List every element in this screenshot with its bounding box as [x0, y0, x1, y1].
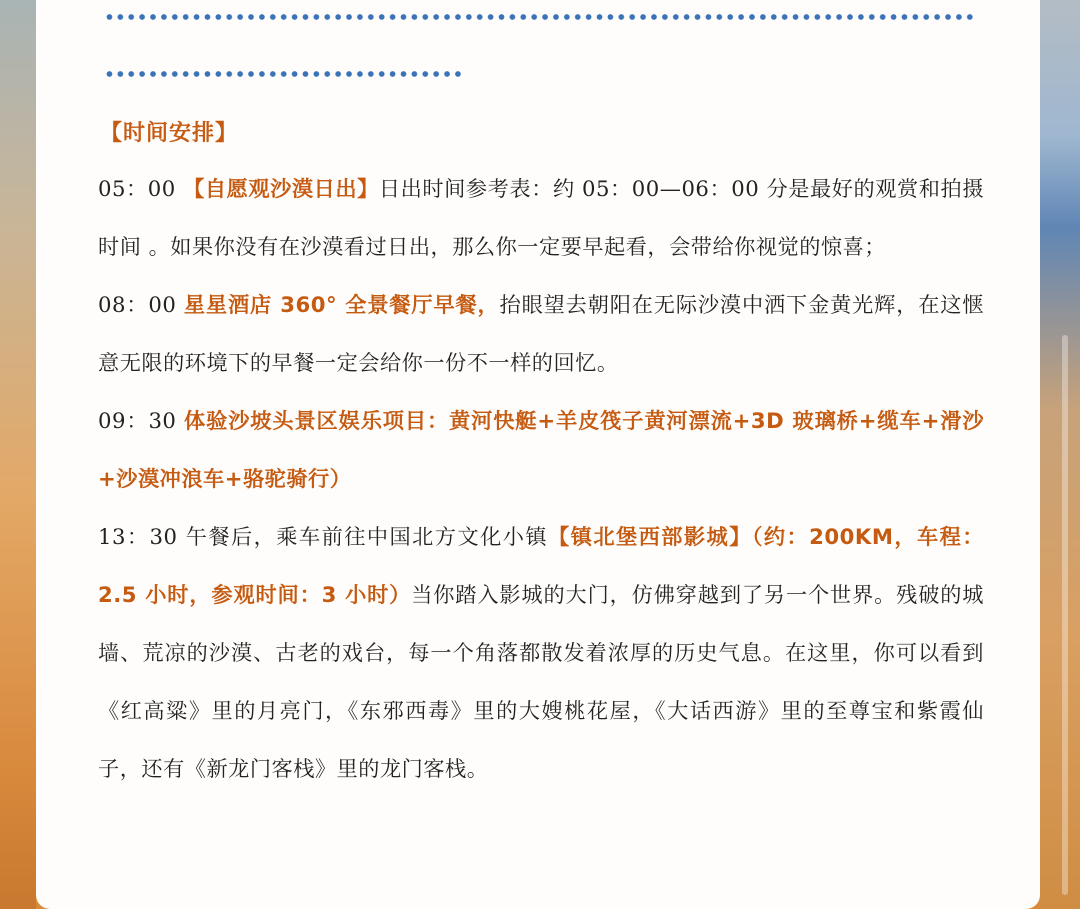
item-time: 05：00: [98, 176, 184, 201]
schedule-content: [98, 160, 984, 798]
item-text: 日出时间参考表：约 05：00—06：00 分是最好的观赏和拍摄时间 。如果你没有在沙漠看过日出，那么你一定要早起看，会带给你视觉的惊喜；: [98, 176, 985, 259]
background-right-strip: [1040, 0, 1080, 909]
item-text: 抬眼望去朝阳在无际沙漠中洒下金黄光辉，在这惬意无限的环境下的早餐一定会给你一份不一样的回忆。: [98, 292, 984, 375]
schedule-item-activities: [98, 392, 984, 508]
item-highlight: 【镇北堡西部影城】（约：200KM，车程：2.5 小时，参观时间：3 小时）: [98, 524, 984, 607]
item-highlight: 星星酒店 360° 全景餐厅早餐，: [183, 292, 500, 317]
item-time: 13：30: [98, 524, 186, 549]
section-title: 【时间安排】: [100, 121, 239, 146]
schedule-item-breakfast: [98, 276, 984, 392]
dotted-divider-top: [104, 13, 974, 21]
background-left-strip: [0, 0, 36, 909]
dotted-divider-second: [104, 70, 464, 78]
item-text: 当你踏入影城的大门，仿佛穿越到了另一个世界。残破的城墙、荒凉的沙漠、古老的戏台，每一个角落都散发着浓厚的历史气息。在这里，你可以看到《红高粱》里的月亮门，《东邪西毒》里的大嫂桃花屋，《大话西游》里的至尊宝和紫霞仙子，还有《新龙门客栈》里的龙门客栈。: [98, 582, 984, 781]
item-time: 09：30: [98, 408, 185, 433]
schedule-item-film-studio: [98, 508, 984, 798]
item-highlight: 【自愿观沙漠日出】: [183, 176, 379, 201]
item-highlight: 体验沙坡头景区娱乐项目：黄河快艇+羊皮筏子黄河漂流+3D 玻璃桥+缆车+滑沙+沙漠冲浪车+骆驼骑行）: [98, 408, 985, 491]
item-time: 08：00: [98, 292, 184, 317]
scrollbar[interactable]: [1062, 335, 1068, 895]
item-pre: 午餐后，乘车前往中国北方文化小镇: [185, 524, 549, 549]
schedule-item-sunrise: [98, 160, 984, 276]
